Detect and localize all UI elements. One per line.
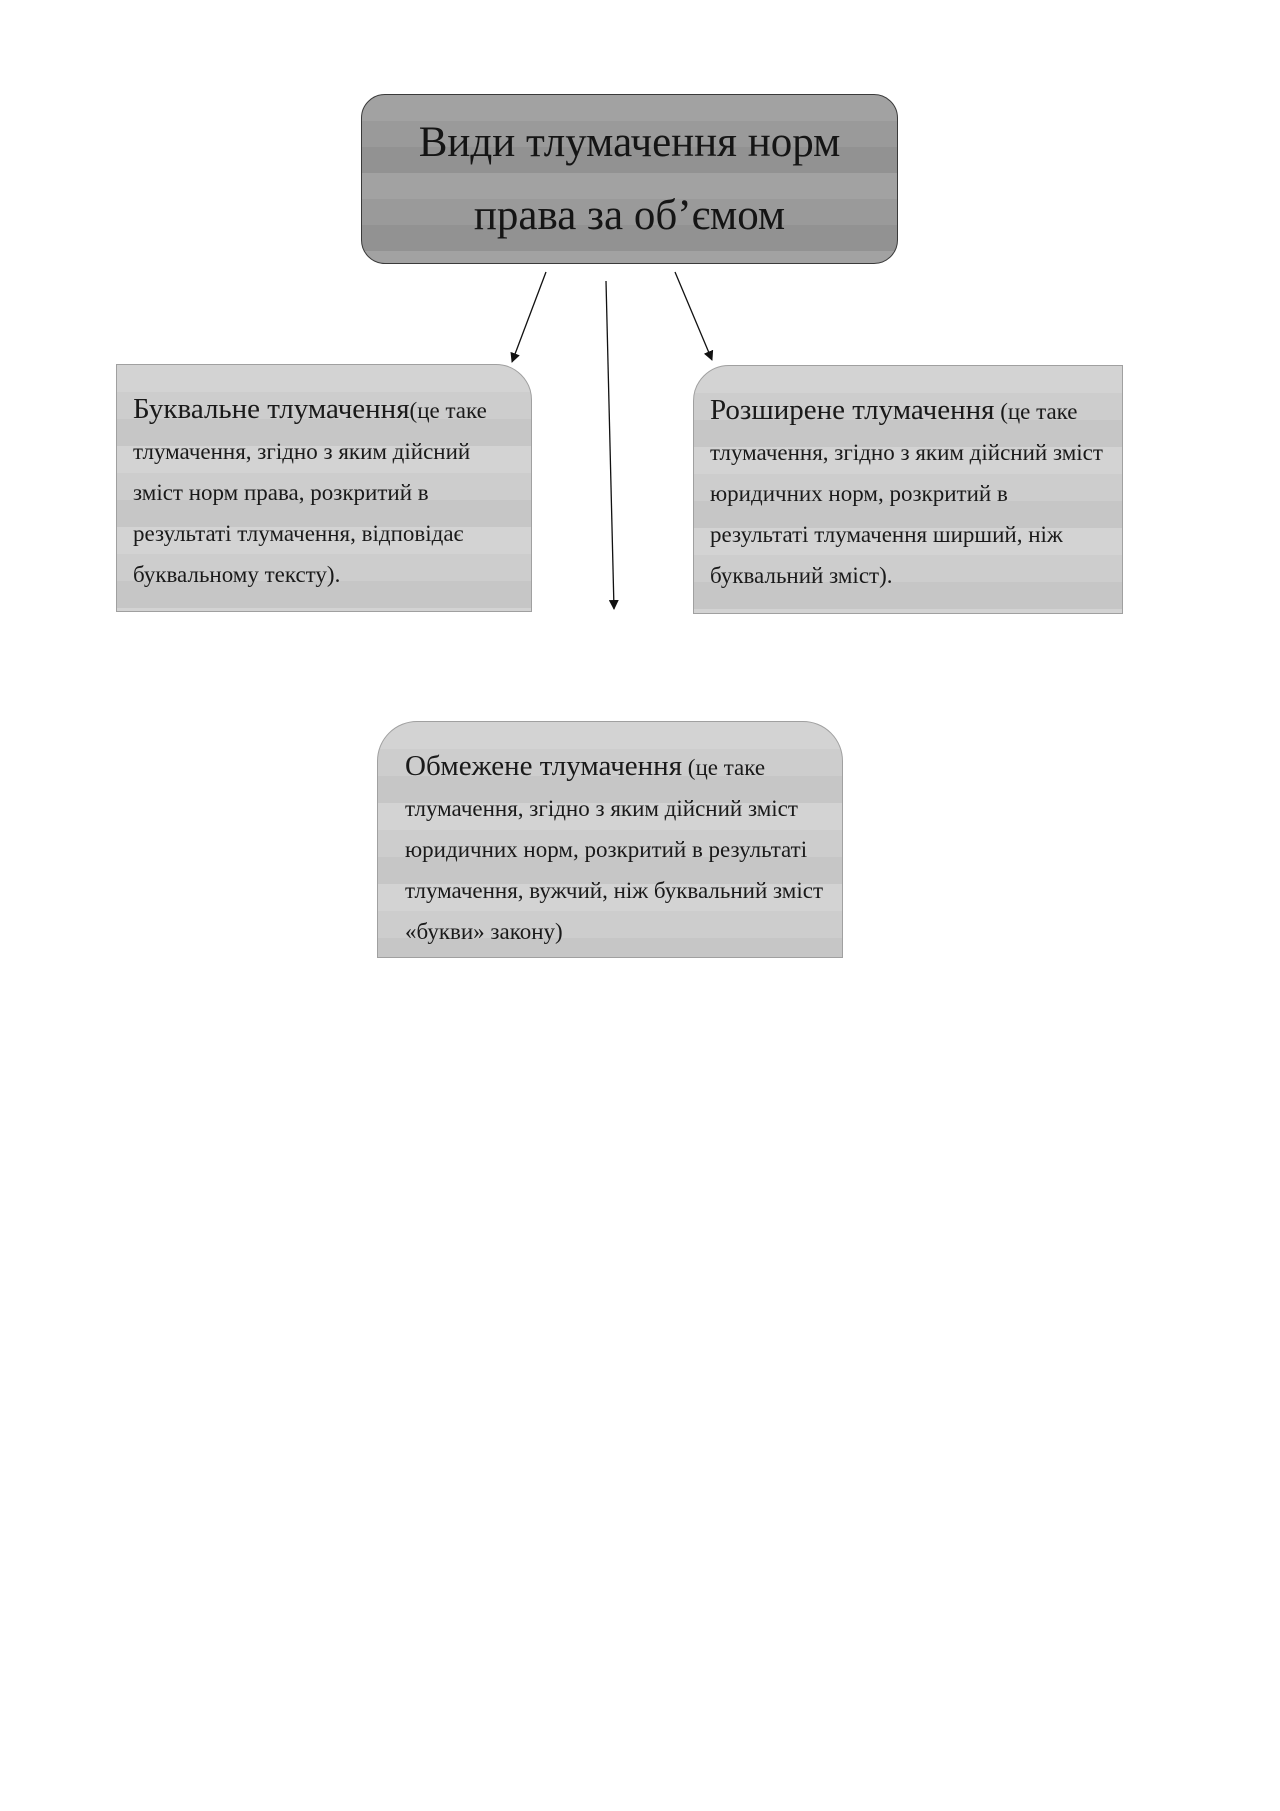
root-title-line-2: права за об’ємом	[473, 192, 786, 239]
node-restricted-interpretation	[377, 721, 843, 958]
node-description: (це таке тлумачення, згідно з яким дійсний зміст юридичних норм, розкритий в результаті тлумачення ширший, ніж буквальний зміст).	[710, 399, 1103, 588]
node-term: Обмежене тлумачення	[405, 750, 683, 782]
node-term: Буквальне тлумачення	[133, 393, 410, 425]
arrow-to-extended	[675, 272, 712, 360]
node-term: Розширене тлумачення	[710, 394, 995, 426]
root-title	[419, 106, 841, 252]
node-description: (це таке тлумачення, згідно з яким дійсний зміст норм права, розкритий в результаті тлумачення, відповідає буквальному тексту).	[133, 398, 487, 587]
root-node	[361, 94, 898, 264]
root-title-line-1: Види тлумачення норм	[418, 119, 841, 166]
arrow-to-literal	[512, 272, 546, 362]
node-literal-interpretation	[116, 364, 532, 612]
node-description: (це таке тлумачення, згідно з яким дійсний зміст юридичних норм, розкритий в результаті тлумачення, вужчий, ніж буквальний зміст «букви» закону)	[405, 755, 823, 944]
arrow-to-restricted	[606, 281, 614, 609]
node-extended-interpretation	[693, 365, 1123, 614]
